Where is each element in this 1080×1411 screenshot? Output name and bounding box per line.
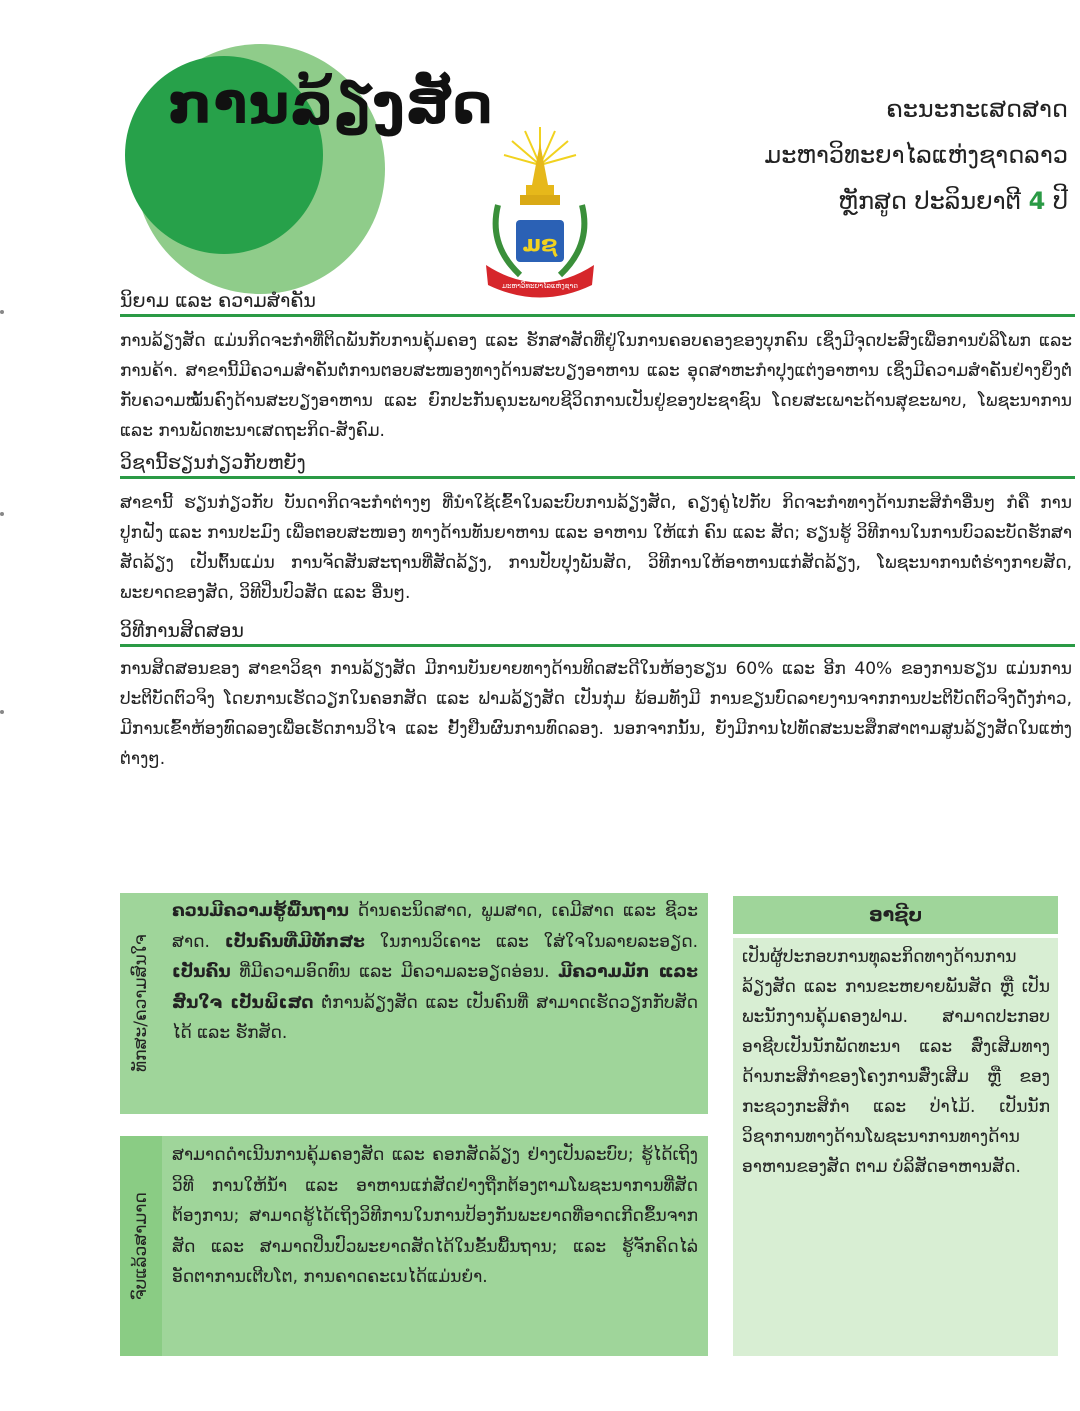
page-title: ການລ້ຽງສັດ bbox=[168, 72, 494, 137]
section-text-definition: ການລ້ຽງສັດ ແມ່ນກິດຈະກຳທີ່ຕິດພັນກັບການຄຸ້ມຄອງ ແລະ ຮັກສາສັດທີ່ຢູ່ໃນການຄອບຄອງຂອງບຸກຄົນ ເຊິ່ງມີຈຸດປະສົງເພື່ອການບໍລິໂພກ ແລະ ການຄ້າ. ສາຂານີ້ມີຄວາມສຳຄັນຕໍ່ການຕອບສະໜອງທາງດ້ານສະບຽງອາຫານ ແລະ ອຸດສາຫະກຳປຸງແຕ່ງອາຫານ ເຊິ່ງມີຄວາມສຳຄັນຢ່າງຍິ່ງຕໍ່ກັບຄວາມໝັ້ນຄົງດ້ານສະບຽງອາຫານ ແລະ ຍົກປະກັນຄຸນະພາບຊີວິດການເປັນຢູ່ຂອງປະຊາຊົນ ໂດຍສະເພາະດ້ານສຸຂະພາບ, ໂພຊະນາການ ແລະ ການພັດທະນາເສດຖະກິດ-ສັງຄົມ. bbox=[120, 331, 1072, 441]
faculty-info bbox=[764, 86, 1068, 224]
margin-dot bbox=[0, 710, 4, 714]
skills-label: ທັກສະ/ຄວາມສົນໃຈ bbox=[120, 893, 162, 1114]
program-duration: ຫຼັກສູດ ປະລິນຍາຕີ 4 ປີ bbox=[838, 187, 1068, 215]
section-title-curriculum: ວິຊານີ້ຮຽນກ່ຽວກັບຫຍັງ bbox=[120, 452, 1075, 479]
faculty-name: ຄະນະກະເສດສາດ bbox=[886, 95, 1068, 123]
margin-dot bbox=[0, 512, 4, 516]
section-title-teaching: ວິທີການສິດສອນ bbox=[120, 620, 1075, 647]
section-title-definition: ນິຍາມ ແລະ ຄວາມສຳຄັນ bbox=[120, 290, 1075, 317]
graduates-label: ຈົບແລ້ວສາມາດ bbox=[120, 1136, 162, 1356]
career-text: ເປັນຜູ້ປະກອບການທຸລະກິດທາງດ້ານການລ້ຽງສັດ ແລະ ການຂະຫຍາຍພັນສັດ ຫຼື ເປັນພະນັກງານຄຸ້ມຄອງຟາມ. ສາມາດປະກອບອາຊີບເປັນນັກພັດທະນາ ແລະ ສົ່ງເສີມທາງດ້ານກະສິກຳຂອງໂຄງການສົ່ງເສີມ ຫຼື ຂອງກະຊວງກະສິກຳ ແລະ ປ່າໄມ້. ເປັນນັກວິຊາການທາງດ້ານໂພຊະນາການທາງດ້ານອາຫານຂອງສັດ ຕາມ ບໍລິສັດອາຫານສັດ. bbox=[742, 947, 1050, 1177]
logo-ribbon-text: ມະຫາວິທະຍາໄລແຫ່ງຊາດ bbox=[502, 282, 578, 290]
section-text-teaching: ການສິດສອນຂອງ ສາຂາວິຊາ ການລ້ຽງສັດ ມີການບັນຍາຍທາງດ້ານທິດສະດີໃນຫ້ອງຮຽນ 60% ແລະ ອີກ 40% ຂອງການຮຽນ ແມ່ນການປະຕິບັດຕົວຈິງ ໂດຍການເຮັດວຽກໃນຄອກສັດ ແລະ ຟາມລ້ຽງສັດ ເປັນກຸ່ມ ພ້ອມທັງມີ ການຂຽນບົດລາຍງານຈາກການປະຕິບັດຕົວຈິງດັ່ງກ່າວ, ມີການເຂົ້າຫ້ອງທົດລອງເພື່ອເຮັດການວິໄຈ ແລະ ຢັ້ງຢືນຜົນການທົດລອງ. ນອກຈາກນັ້ນ, ຍັງມີການໄປທັດສະນະສຶກສາຕາມສູນລ້ຽງສັດໃນແຫ່ງຕ່າງໆ. bbox=[120, 659, 1072, 769]
margin-dot bbox=[0, 310, 4, 314]
university-logo bbox=[480, 125, 600, 300]
logo-text: ມຊ bbox=[522, 232, 558, 257]
graduates-text: ສາມາດດຳເນີນການຄຸ້ມຄອງສັດ ແລະ ຄອກສັດລ້ຽງ ຢ່າງເປັນລະບົບ; ຮູ້ໄດ້ເຖິງວິທີ ການໃຫ້ນ້ຳ ແລະ ອາຫານແກ່ສັດຢ່າງຖືກຕ້ອງຕາມໂພຊະນາການທີ່ສັດຕ້ອງການ; ສາມາດຮູ້ໄດ້ເຖິງວິທີການໃນການປ້ອງກັນພະຍາດທີ່ອາດເກີດຂຶ້ນຈາກສັດ ແລະ ສາມາດປິ່ນປົວພະຍາດສັດໄດ້ໃນຂັ້ນພື້ນຖານ; ແລະ ຮູ້ຈັກຄິດໄລ່ອັດຕາການເຕີບໂຕ, ການຄາດຄະເນໄດ້ແມ່ນຍຳ. bbox=[172, 1145, 698, 1287]
career-title: ອາຊີບ bbox=[733, 896, 1058, 934]
university-name: ມະຫາວິທະຍາໄລແຫ່ງຊາດລາວ bbox=[764, 141, 1068, 169]
section-text-curriculum: ສາຂານີ້ ຮຽນກ່ຽວກັບ ບັນດາກິດຈະກຳຕ່າງໆ ທີ່ນຳໃຊ້ເຂົ້າໃນລະບົບການລ້ຽງສັດ, ຄຽງຄູ່ໄປກັບ ກິດຈະກຳທາງດ້ານກະສິກຳອື່ນໆ ກໍຄື ການປູກຝັງ ແລະ ການປະມົງ ເພື່ອຕອບສະໜອງ ທາງດ້ານທັນຍາຫານ ແລະ ອາຫານ ໃຫ້ແກ່ ຄົນ ແລະ ສັດ; ຮຽນຮູ້ ວິທີການໃນການບົວລະບັດຮັກສາສັດລ້ຽງ ເປັນຕົ້ນແມ່ນ ການຈັດສັນສະຖານທີ່ສັດລ້ຽງ, ການປັບປຸງພັນສັດ, ວິທີການໃຫ້ອາຫານແກ່ສັດລ້ຽງ, ໂພຊະນາການຕໍ່ຮ່າງກາຍສັດ, ພະຍາດຂອງສັດ, ວິທີປິ່ນປົວສັດ ແລະ ອື່ນໆ. bbox=[120, 493, 1072, 603]
skills-text: ຄວນມີຄວາມຮູ້ພື້ນຖານ ດ້ານຄະນິດສາດ, ພູມສາດ, ເຄມີສາດ ແລະ ຊີວະສາດ. ເປັນຄົນທີ່ມີທັກສະ ໃນການວິເຄາະ ແລະ ໃສ່ໃຈໃນລາຍລະອຽດ. ເປັນຄົນ ທີ່ມີຄວາມອົດທົນ ແລະ ມີຄວາມລະອຽດອ່ອນ. ມີຄວາມມັກ ແລະ ສົນໃຈ ເປັນພິເສດ ຕໍ່ການລ້ຽງສັດ ແລະ ເປັນຄົນທີ່ ສາມາດເຮັດວຽກກັບສັດໄດ້ ແລະ ຮັກສັດ. bbox=[172, 901, 699, 1043]
